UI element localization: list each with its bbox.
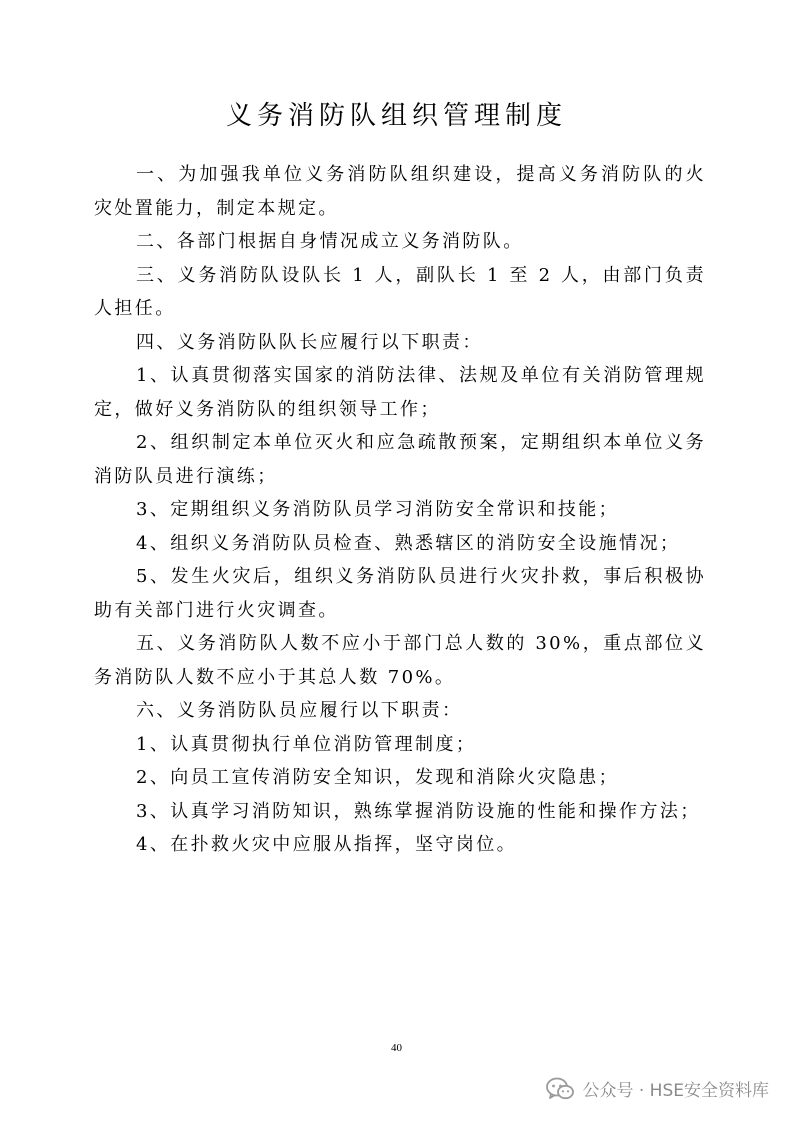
paragraph: 3、定期组织义务消防队员学习消防安全常识和技能； xyxy=(136,499,620,520)
paragraph: 1、认真贯彻落实国家的消防法律、法规及单位有关消防管理规定，做好义务消防队的组织领导工作； xyxy=(94,365,706,420)
paragraph: 二、各部门根据自身情况成立义务消防队。 xyxy=(136,231,524,252)
paragraph: 六、义务消防队员应履行以下职责： xyxy=(136,700,463,721)
paragraph: 四、义务消防队队长应履行以下职责： xyxy=(136,331,483,353)
paragraph: 一、为加强我单位义务消防队组织建设，提高义务消防队的火灾处置能力，制定本规定。 xyxy=(94,164,706,219)
paragraph: 4、组织义务消防队员检查、熟悉辖区的消防安全设施情况； xyxy=(136,532,681,554)
watermark xyxy=(546,1076,769,1101)
paragraph: 1、认真贯彻执行单位消防管理制度； xyxy=(136,733,477,755)
paragraph: 2、组织制定本单位灭火和应急疏散预案，定期组织本单位义务消防队员进行演练； xyxy=(94,432,706,487)
paragraph: 五、义务消防队人数不应小于部门总人数的 30%，重点部位义务消防队人数不应小于其总人数 70%。 xyxy=(94,633,706,688)
document-body xyxy=(94,158,706,862)
page-title: 义务消防队组织管理制度 xyxy=(225,101,567,131)
page-number: 40 xyxy=(391,1042,402,1054)
wechat-icon xyxy=(546,1077,574,1101)
paragraph: 3、认真学习消防知识，熟练掌握消防设施的性能和操作方法； xyxy=(136,800,701,822)
watermark-text: 公众号 · HSE安全资料库 xyxy=(582,1081,769,1101)
paragraph: 5、发生火灾后，组织义务消防队员进行火灾扑救，事后积极协助有关部门进行火灾调查。 xyxy=(94,566,706,621)
paragraph: 2、向员工宣传消防安全知识，发现和消除火灾隐患； xyxy=(136,767,620,788)
paragraph: 三、义务消防队设队长 1 人，副队长 1 至 2 人，由部门负责人担任。 xyxy=(94,264,706,319)
paragraph: 4、在扑救火灾中应服从指挥，坚守岗位。 xyxy=(136,834,518,855)
